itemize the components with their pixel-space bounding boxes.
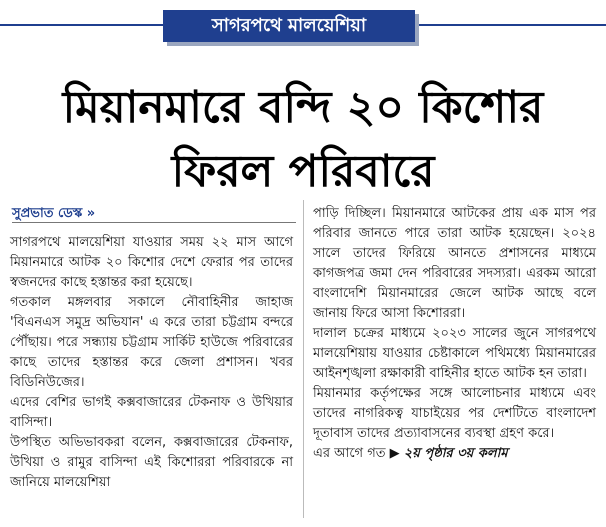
byline-rule: [12, 222, 296, 223]
section-kicker: সাগরপথে মালয়েশিয়া: [163, 10, 415, 42]
paragraph: পাড়ি দিচ্ছিল। মিয়ানমারে আটকের প্রায় এক মাস পর পরিবার জানতে পারে তারা আটক হয়েছেন। ২০২৪ সালে তাদের ফিরিয়ে আনতে প্রশাসনের মাধ্যমে কাগজপত্র জমা দেন পরিবারের সদস্যরা। এরকম আরো বাংলাদেশি মিয়ানমারের জেলে আটক আছে বলে জানায় ফিরে আসা কিশোররা।: [313, 206, 596, 321]
continuation-lead: এর আগে গত: [313, 446, 386, 461]
continuation-line: [313, 444, 596, 464]
article-column-left: [10, 233, 293, 493]
paragraph: দালাল চক্রের মাধ্যমে ২০২৩ সালের জুনে সাগরপথে মালয়েশিয়ায় যাওয়ার চেষ্টাকালে পথিমধ্যে মিয়ানমারের আইনশৃঙ্খলা রক্ষাকারী বাহিনীর হাতে আটক হন তারা।: [313, 326, 596, 381]
paragraph: সাগরপথে মালয়েশিয়া যাওয়ার সময় ২২ মাস আগে মিয়ানমারে আটক ২০ কিশোর দেশে ফেরার পর তাদের স্বজনদের কাছে হস্তান্তর করা হয়েছে।: [10, 235, 293, 290]
jump-reference[interactable]: ২য় পৃষ্ঠার ৩য় কলাম: [403, 446, 508, 461]
paragraph: মিয়ানমার কর্তৃপক্ষের সঙ্গে আলোচনার মাধ্যমে এবং তাদের নাগরিকত্ব যাচাইয়ের পর দেশটিতে বাংলাদেশ দূতাবাস তাদের প্রত্যাবাসনের ব্যবস্থা গ্রহণ করে।: [313, 386, 596, 441]
byline: সুপ্রভাত ডেস্ক »: [12, 206, 96, 221]
jump-arrow-icon: ▶: [389, 446, 400, 461]
column-divider: [303, 200, 304, 518]
headline-line-2: ফিরল পরিবারে: [171, 146, 435, 197]
paragraph: উপস্থিত অভিভাবকরা বলেন, কক্সবাজারের টেকনাফ, উখিয়া ও রামুর বাসিন্দা এই কিশোররা পরিবারকে না জানিয়ে মালয়েশিয়া: [10, 435, 293, 490]
paragraph: গতকাল মঙ্গলবার সকালে নৌবাহিনীর জাহাজ 'বিএনএস সমুদ্র অভিযান' এ করে তারা চট্টগ্রাম বন্দরে পৌঁছায়। পরে সন্ধ্যায় চট্টগ্রাম সার্কিট হাউজে পরিবারের কাছে তাদের হস্তান্তর করে জেলা প্রশাসন। খবর বিডিনিউজের।: [10, 295, 293, 390]
article-column-right: [313, 204, 596, 464]
headline-line-1: মিয়ানমারে বন্দি ২০ কিশোর: [62, 82, 544, 133]
paragraph: এদের বেশির ভাগই কক্সবাজারের টেকনাফ ও উখিয়ার বাসিন্দা।: [10, 395, 293, 430]
